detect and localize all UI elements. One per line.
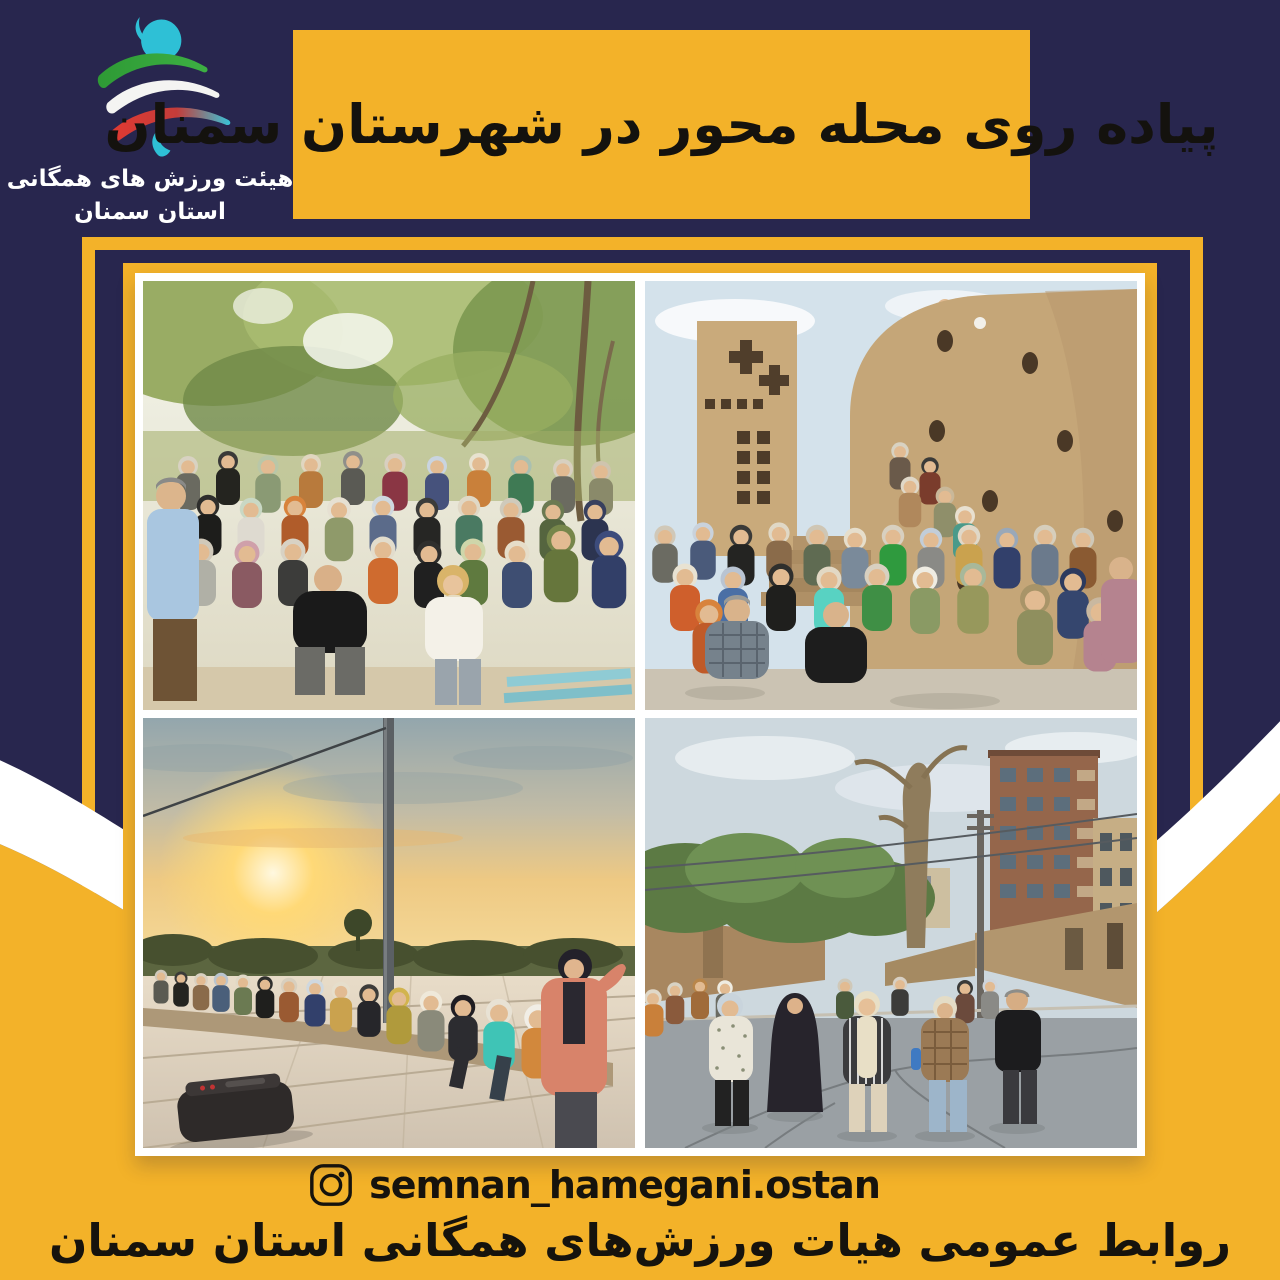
photo-collage-frame [135, 273, 1145, 1156]
photo-street-walk [645, 718, 1137, 1148]
logo-text-line2: استان سمنان [74, 199, 226, 225]
photo-park-group [143, 281, 635, 710]
instagram-handle: semnan_hamegani.ostan [369, 1163, 880, 1207]
instagram-row [0, 1162, 1234, 1208]
footer-caption: روابط عمومی هیات ورزش‌های همگانی استان سمنان [48, 1214, 1232, 1267]
page-title: پیاده روی محله محور در شهرستان سمنان [104, 93, 1219, 156]
photo-historic-tower-group [645, 281, 1137, 710]
instagram-icon [308, 1162, 354, 1208]
logo-text-line1: هیئت ورزش های همگانی [6, 166, 294, 192]
photo-sunset-walkway [143, 718, 635, 1148]
